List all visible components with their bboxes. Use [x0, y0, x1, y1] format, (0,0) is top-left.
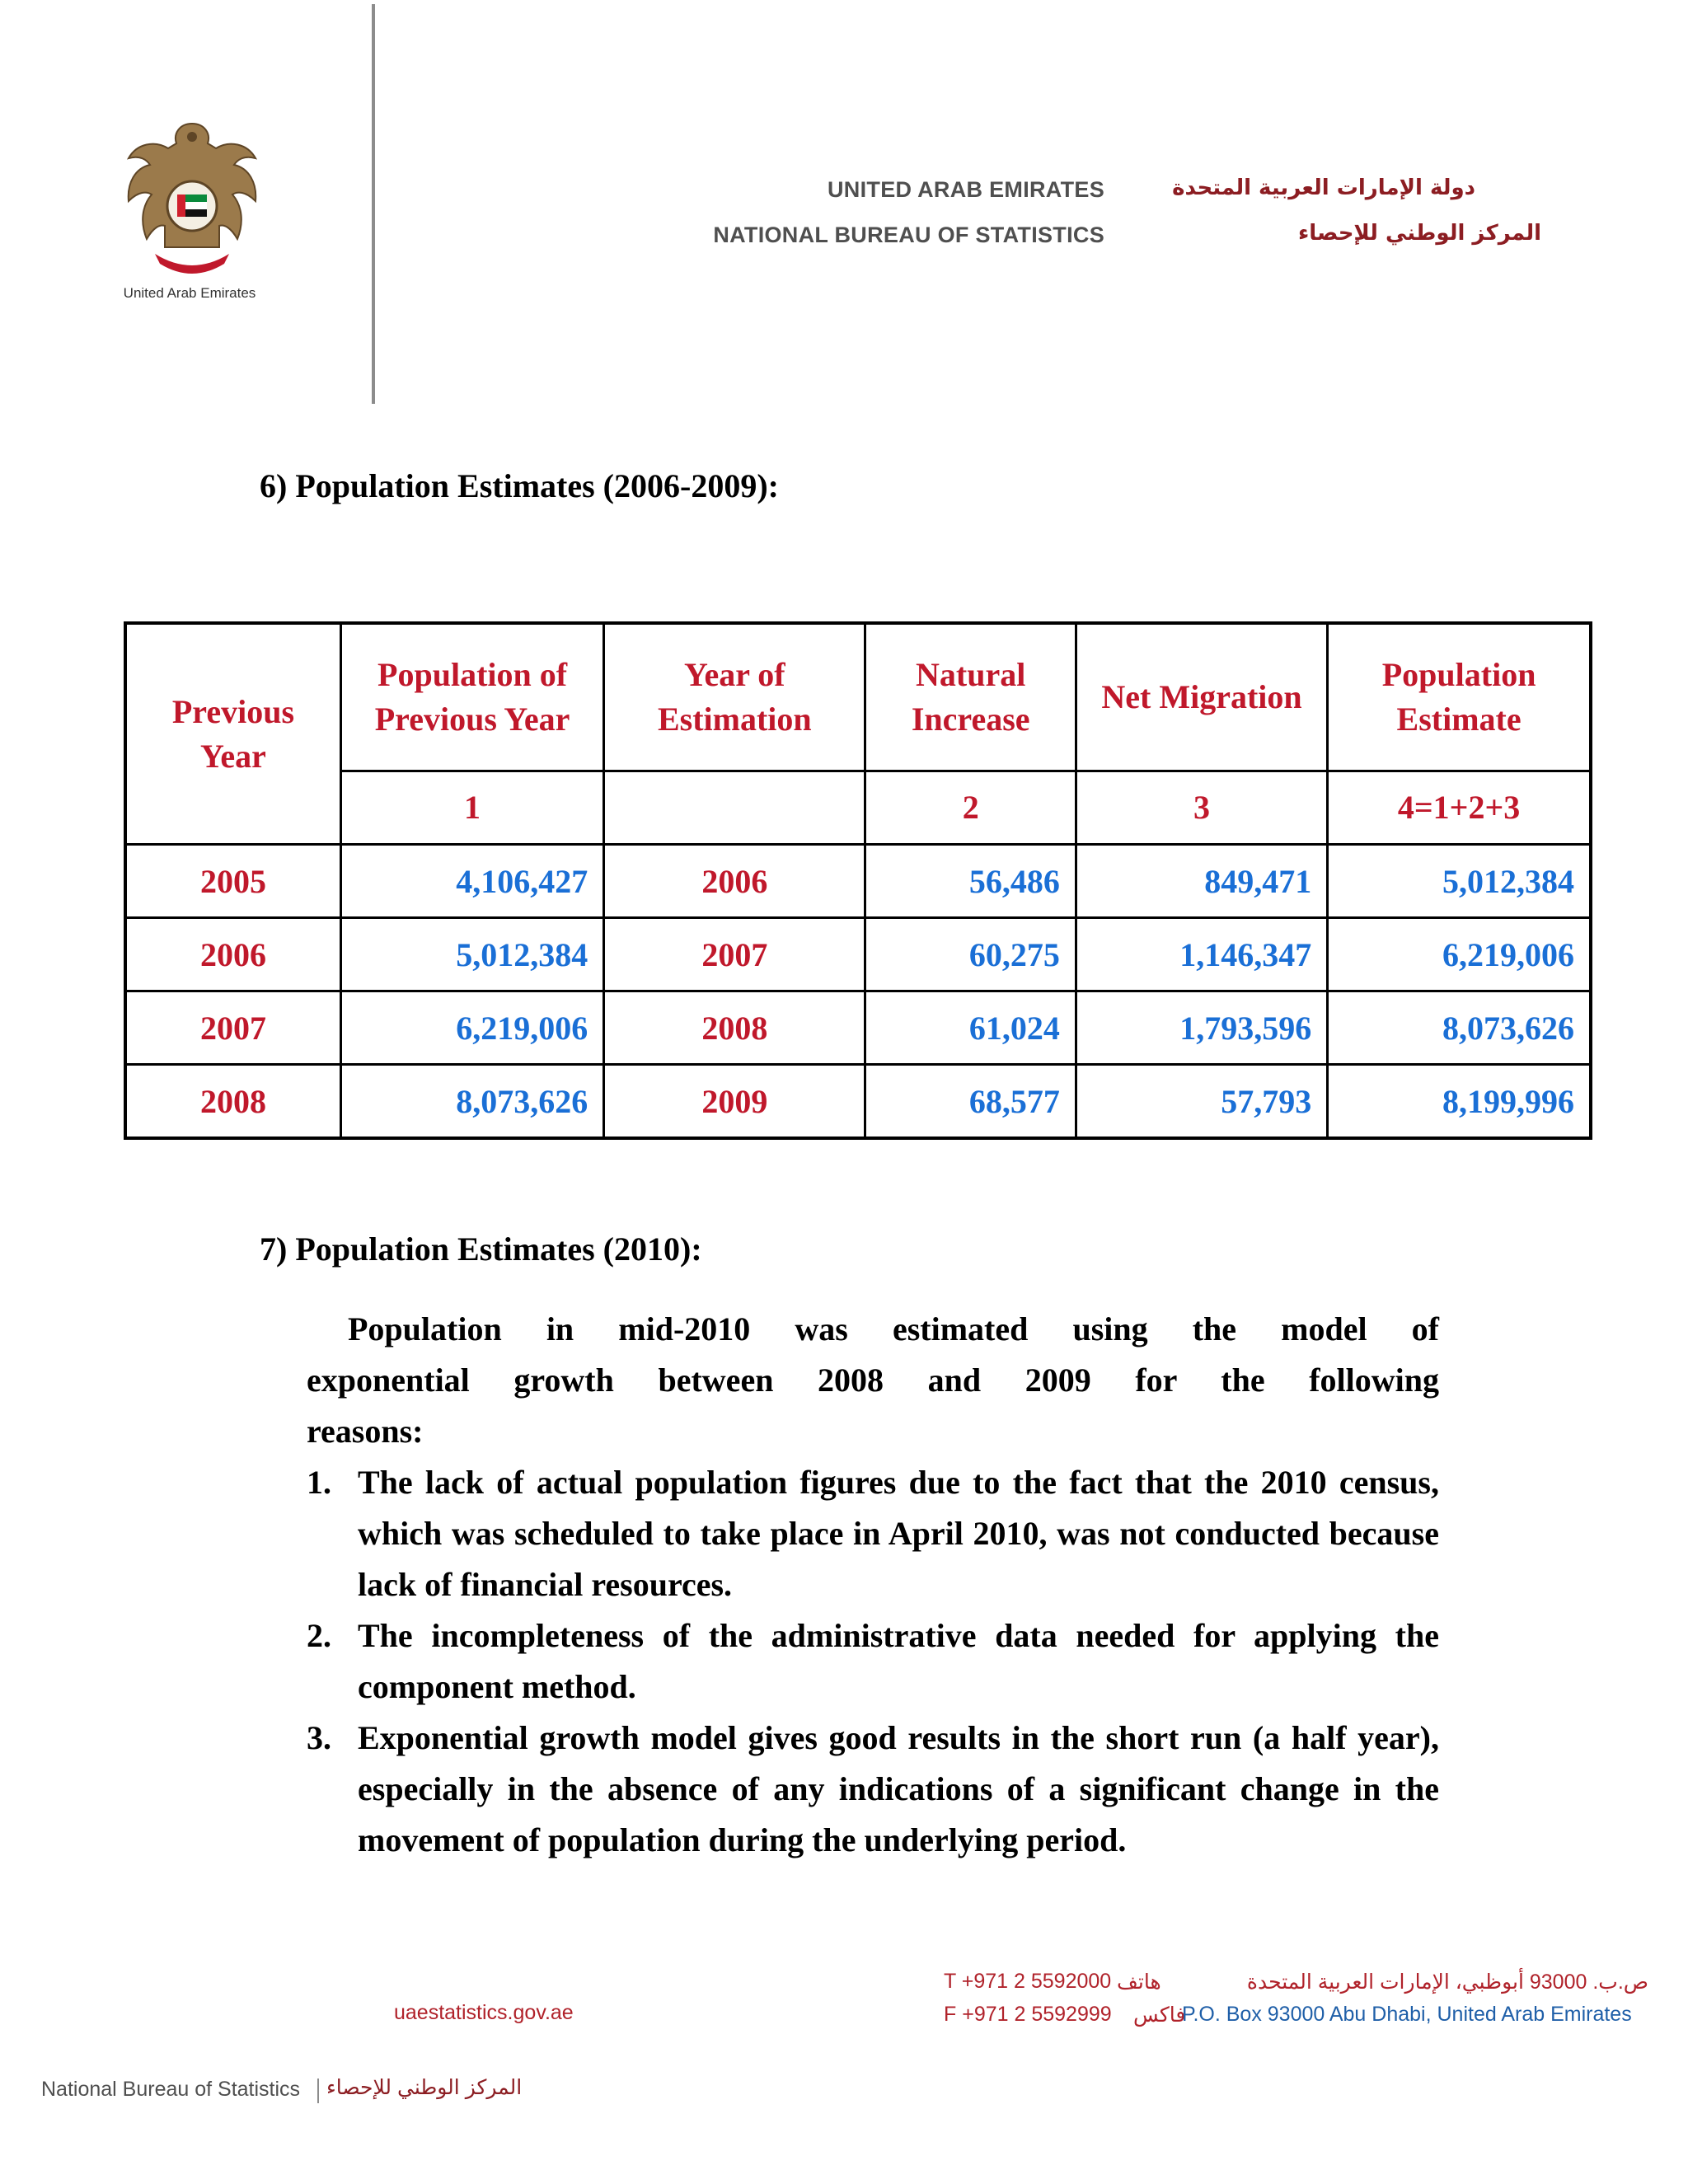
header-net-migration: Net Migration	[1076, 623, 1327, 771]
population-prev-cell: 5,012,384	[340, 918, 603, 991]
header-population-previous-year: Population of Previous Year	[340, 623, 603, 771]
natural-increase-cell: 56,486	[865, 845, 1076, 918]
net-migration-cell: 1,793,596	[1076, 991, 1327, 1065]
list-item-text: The lack of actual population figures due to the fact that the 2010 census, which was scheduled to take place in April 2010, was not conducted because lack of financial resources.	[358, 1464, 1439, 1603]
estimation-year-cell: 2009	[604, 1065, 865, 1139]
footer-bureau-ar: المركز الوطني للإحصاء	[326, 2076, 523, 2099]
population-prev-cell: 4,106,427	[340, 845, 603, 918]
header-year-of-estimation: Year of Estimation	[604, 623, 865, 771]
previous-year-cell: 2008	[125, 1065, 340, 1139]
table-row	[125, 991, 1591, 1065]
list-item-text: The incompleteness of the administrative data needed for applying the component method.	[358, 1617, 1439, 1705]
col-number: 4=1+2+3	[1328, 771, 1591, 845]
emblem-caption: United Arab Emirates	[123, 285, 256, 301]
natural-increase-cell: 60,275	[865, 918, 1076, 991]
population-estimate-cell: 8,199,996	[1328, 1065, 1591, 1139]
list-item-text: Exponential growth model gives good results in the short run (a half year), especially in the absence of any indications of a significant change in the movement of population during the underlying period.	[358, 1719, 1439, 1858]
population-prev-cell: 8,073,626	[340, 1065, 603, 1139]
table-column-number-row	[125, 771, 1591, 845]
telephone-label-ar: هاتف	[1117, 1971, 1161, 1994]
table-row	[125, 845, 1591, 918]
table-header-row	[125, 623, 1591, 771]
population-estimate-cell: 8,073,626	[1328, 991, 1591, 1065]
header-natural-increase: Natural Increase	[865, 623, 1076, 771]
telephone: T +971 2 5592000	[944, 1970, 1112, 1993]
net-migration-cell: 1,146,347	[1076, 918, 1327, 991]
col-number: 1	[340, 771, 603, 845]
col-number	[604, 771, 865, 845]
list-item	[307, 1457, 1439, 1610]
fax-label-ar: فاكس	[1133, 2004, 1186, 2027]
table-row	[125, 1065, 1591, 1139]
list-item-number: 1.	[307, 1464, 331, 1501]
population-estimate-cell: 5,012,384	[1328, 845, 1591, 918]
population-estimate-cell: 6,219,006	[1328, 918, 1591, 991]
bureau-name-ar: المركز الوطني للإحصاء	[1298, 221, 1541, 246]
header-divider	[372, 4, 375, 404]
net-migration-cell: 849,471	[1076, 845, 1327, 918]
natural-increase-cell: 61,024	[865, 991, 1076, 1065]
col-number: 2	[865, 771, 1076, 845]
header-previous-year: Previous Year	[125, 623, 340, 845]
section-7-body	[307, 1304, 1439, 1866]
natural-increase-cell: 68,577	[865, 1065, 1076, 1139]
pobox-ar: ص.ب. 93000 أبوظبي، الإمارات العربية المتحدة	[1246, 1971, 1648, 1994]
fax: F +971 2 5592999	[944, 2003, 1112, 2026]
footer-bureau-en: National Bureau of Statistics	[41, 2078, 301, 2101]
previous-year-cell: 2007	[125, 991, 340, 1065]
list-item	[307, 1713, 1439, 1866]
estimation-year-cell: 2008	[604, 991, 865, 1065]
col-number: 3	[1076, 771, 1327, 845]
uae-emblem-icon	[122, 115, 262, 280]
population-table	[124, 621, 1592, 1140]
pobox-en: P.O. Box 93000 Abu Dhabi, United Arab Emirates	[1182, 2003, 1632, 2026]
table-row	[125, 918, 1591, 991]
country-name-ar: دولة الإمارات العربية المتحدة	[1172, 176, 1475, 200]
estimation-year-cell: 2006	[604, 845, 865, 918]
list-item-number: 2.	[307, 1617, 331, 1654]
header-population-estimate: Population Estimate	[1328, 623, 1591, 771]
net-migration-cell: 57,793	[1076, 1065, 1327, 1139]
intro-line: exponential growth between 2008 and 2009 for the following	[307, 1361, 1439, 1399]
intro-line: reasons:	[307, 1413, 424, 1450]
list-item	[307, 1610, 1439, 1713]
intro-line: Population in mid-2010 was estimated using the model of	[348, 1310, 1439, 1347]
section-7-heading: 7) Population Estimates (2010):	[260, 1230, 702, 1268]
bureau-name-en: NATIONAL BUREAU OF STATISTICS	[713, 223, 1104, 247]
list-item-number: 3.	[307, 1719, 331, 1756]
footer-divider	[317, 2079, 319, 2103]
previous-year-cell: 2005	[125, 845, 340, 918]
website-link[interactable]: uaestatistics.gov.ae	[394, 2001, 574, 2024]
estimation-year-cell: 2007	[604, 918, 865, 991]
section-6-heading: 6) Population Estimates (2006-2009):	[260, 467, 779, 504]
previous-year-cell: 2006	[125, 918, 340, 991]
country-name-en: UNITED ARAB EMIRATES	[828, 177, 1104, 202]
population-prev-cell: 6,219,006	[340, 991, 603, 1065]
